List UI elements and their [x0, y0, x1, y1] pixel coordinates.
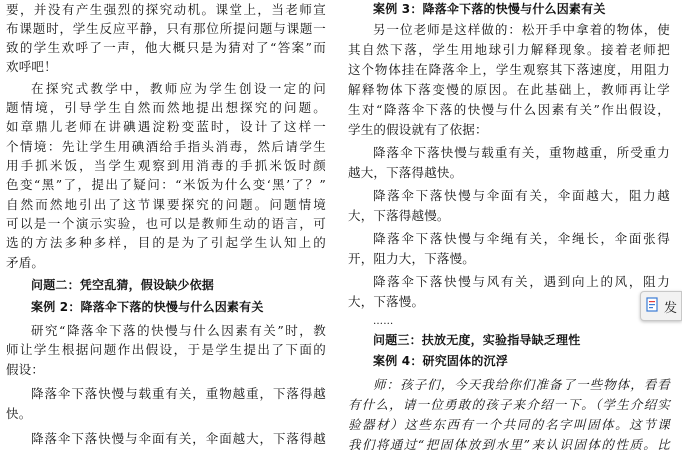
text-line: 师让学生根据问题作出假设，于是学生提出了下面的 [6, 342, 326, 357]
text-line: 师：孩子们，今天我给你们准备了一些物体，看看 [373, 377, 670, 392]
text-line: 可以是一个演示实验，也可以是教师生动的语言，可 [6, 216, 326, 231]
floating-share-button[interactable] [640, 291, 682, 321]
text-line: 我们将通过“把固体放到水里”来认识固体的性质。比 [348, 437, 670, 452]
share-label: 发 [664, 301, 678, 316]
text-line: 致的学生欢呼了一声，他大概只是为猜对了“答案”而 [6, 40, 326, 55]
text-line: 如章鼎儿老师在讲碘遇淀粉变蓝时，设计了这样一 [6, 119, 326, 134]
text-line: 快。 [6, 406, 32, 421]
text-line: 题情境，引导学生自然而然地提出想探究的问题。 [6, 100, 326, 115]
text-line: 布课题时，学生反应平静，只有那位所提问题与课题一 [6, 21, 326, 36]
text-line: 有什么，请一位勇敢的孩子来介绍一下。（学生介绍实 [348, 397, 670, 412]
text-line: 降落伞下落快慢与风有关，遇到向上的风，阻力 [373, 274, 670, 289]
text-line: 选的方法多种多样，目的是为了引起学生认知上的 [6, 235, 326, 250]
text-line: 用手抓米饭，当学生观察到用消毒的手抓米饭时颜 [6, 158, 326, 173]
text-line: 生对“降落伞下落的快慢与什么因素有关”作出假设， [348, 102, 670, 117]
text-line: 另一位老师是这样做的：松开手中拿着的物体，使 [373, 22, 670, 37]
text-line: 大，下落慢。 [348, 294, 425, 309]
section-heading: 问题三：扶放无度，实验指导缺乏理性 [373, 333, 581, 347]
text-line: 在探究式教学中，教师应为学生创设一定的问 [31, 81, 326, 96]
case-heading: 案例 3：降落伞下落的快慢与什么因素有关 [373, 2, 606, 16]
text-line: 大，下落得越慢。 [348, 208, 450, 223]
text-line: 欢呼吧！ [6, 59, 57, 74]
case-heading: 案例 4：研究固体的沉浮 [373, 354, 508, 368]
case-heading: 案例 2：降落伞下落的快慢与什么因素有关 [31, 300, 264, 314]
text-line: 降落伞下落快慢与载重有关，重物越重，下落得越 [31, 386, 326, 401]
text-line: 越大，下落得越快。 [348, 165, 463, 180]
text-line: 验器材）这些东西有一个共同的名字叫固体。这节课 [348, 417, 670, 432]
text-line: 自然而然地引出了这节课要探究的问题。问题情境 [6, 197, 326, 212]
text-line: 降落伞下落快慢与伞面有关，伞面越大，阻力越 [373, 188, 670, 203]
text-line: 色变“黑”了，提出了疑问：“米饭为什么变‘黑’了？” [6, 177, 326, 192]
text-line: 学生的假设就有了依据： [348, 122, 488, 137]
text-line: 个情境：先让学生用碘酒给手指头消毒，然后请学生 [6, 139, 326, 154]
ellipsis: …… [373, 316, 394, 327]
text-line: 这个物体挂在降落伞上，学生观察其下落速度，用阻力 [348, 62, 670, 77]
text-line: 解释物体下落变慢的原因。在此基础上，教师再让学 [348, 82, 670, 97]
text-line: 开，阻力大，下落慢。 [348, 251, 476, 266]
text-line: 降落伞下落快慢与伞绳有关，伞绳长，伞面张得 [373, 231, 670, 246]
text-line: 其自然下落，学生用地球引力解释现象。接着老师把 [348, 42, 670, 57]
text-line: 要，并没有产生强烈的探究动机。课堂上，当老师宣 [6, 2, 326, 17]
document-share-icon [645, 297, 661, 313]
text-line: 假设： [6, 362, 45, 377]
section-heading: 问题二：凭空乱猜，假设缺少依据 [31, 278, 215, 292]
text-line: 降落伞下落快慢与载重有关，重物越重，所受重力 [373, 145, 670, 160]
text-line: 降落伞下落快慢与伞面有关，伞面越大，下落得越 [31, 431, 326, 446]
text-line: 研究“降落伞下落的快慢与什么因素有关”时，教 [31, 323, 326, 338]
text-line: 矛盾。 [6, 255, 45, 270]
